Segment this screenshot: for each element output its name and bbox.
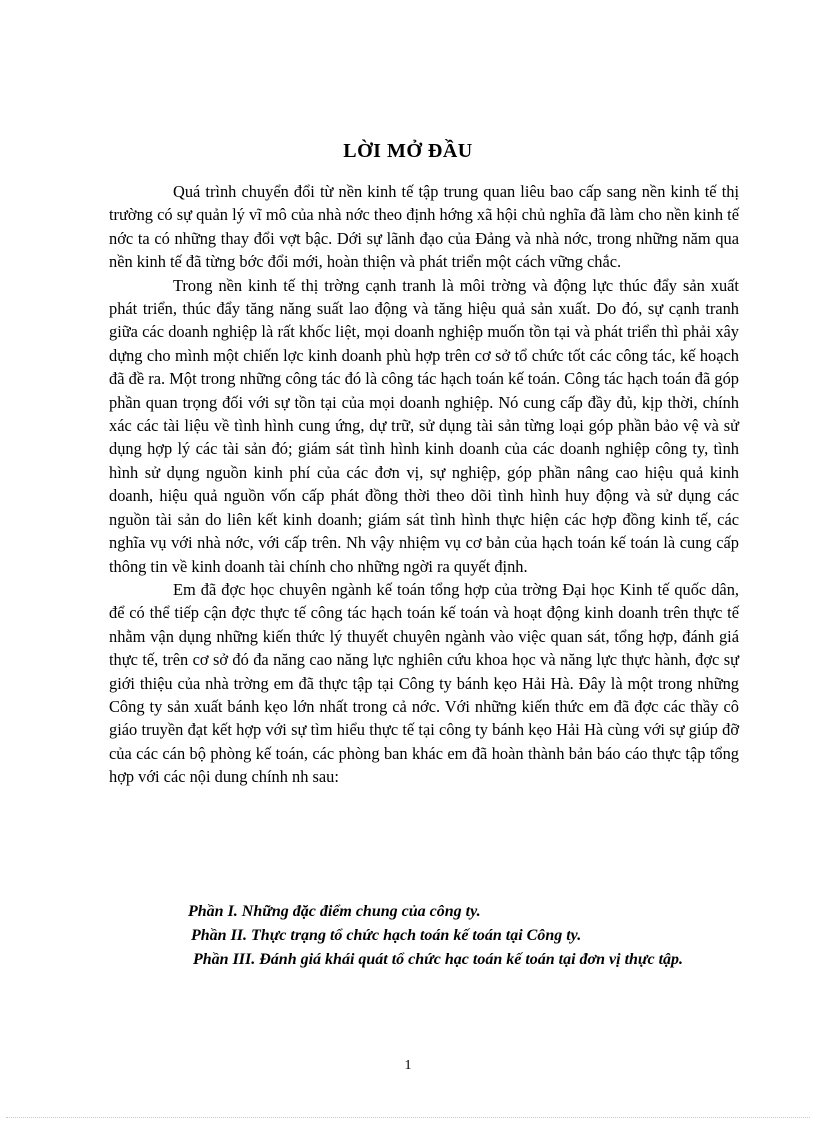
section-list — [188, 900, 788, 972]
footer-divider — [6, 1117, 810, 1118]
section-item-3: Phần III. Đánh giá khái quát tổ chức hạc toán kế toán tại đơn vị thực tập. — [193, 951, 684, 968]
paragraph-market-economy: Trong nền kinh tế thị trờng cạnh tranh là môi trờng và động lực thúc đẩy sản xuất phát triển, thúc đẩy tăng năng suất lao động và tăng hiệu quả sản xuất. Do đó, sự cạnh tranh giữa các doanh nghiệp là rất khốc liệt, mọi doanh nghiệp muốn tồn tại và phát triển thì phải xây dựng cho mình một chiến lợc kinh doanh phù hợp trên cơ sở tổ chức tốt các công tác, kế hoạch đã đề ra. Một trong những công tác đó là công tác hạch toán kế toán. Công tác hạch toán đã góp phần quan trọng đối với sự tồn tại của mọi doanh nghiệp. Nó cung cấp đầy đủ, kịp thời, chính xác các tài liệu về tình hình cung ứng, dự trữ, sử dụng tài sản từng loại góp phần bảo vệ và sử dụng hợp lý các tài sản đó; giám sát tình hình kinh doanh của các doanh nghiệp công ty, tình hình sử dụng nguồn kinh phí của các đơn vị, sự nghiệp, góp phần nâng cao hiệu quả kinh doanh, hiệu quả nguồn vốn cấp phát đồng thời theo dõi tình hình huy động và sử dụng các nguồn tài sản do liên kết kinh doanh; giám sát tình hình thực hiện các hợp đồng kinh tế, các nghĩa vụ với nhà nớc, với cấp trên. Nh vậy nhiệm vụ cơ bản của hạch toán kế toán là cung cấp thông tin về kinh doanh tài chính cho những ngời ra quyết định. — [109, 275, 739, 576]
section-item-2: Phần II. Thực trạng tổ chức hạch toán kế toán tại Công ty. — [191, 927, 582, 944]
page-number: 1 — [404, 1058, 412, 1073]
section-item-1: Phần I. Những đặc điểm chung của công ty. — [188, 903, 481, 920]
page-title: LỜI MỞ ĐẦU — [343, 140, 473, 162]
paragraph-internship: Em đã đợc học chuyên ngành kế toán tổng hợp của trờng Đại học Kinh tế quốc dân, để có thể tiếp cận đợc thực tế công tác hạch toán kế toán và hoạt động kinh doanh trên thực tế nhằm vận dụng những kiến thức lý thuyết chuyên ngành vào việc quan sát, tổng hợp, đánh giá thực tế, trên cơ sở đó đa năng cao năng lực nghiên cứu khoa học và năng lực thực hành, đợc sự giới thiệu của nhà trờng em đã thực tập tại Công ty bánh kẹo Hải Hà. Đây là một trong những Công ty sản xuất bánh kẹo lớn nhất trong cả nớc. Với những kiến thức em đã đợc các thầy cô giáo truyền đạt kết hợp với sự tìm hiểu thực tế tại công ty bánh kẹo Hải Hà cùng với sự giúp đỡ của các cán bộ phòng kế toán, các phòng ban khác em đã hoàn thành bản báo cáo thực tập tổng hợp với các nội dung chính nh sau: — [109, 579, 739, 787]
paragraph-intro: Quá trình chuyển đổi từ nền kinh tế tập trung quan liêu bao cấp sang nền kinh tế thị trường có sự quản lý vĩ mô của nhà nớc theo định hớng xã hội chủ nghĩa đã làm cho nền kinh tế nớc ta có những thay đổi vợt bậc. Dới sự lãnh đạo của Đảng và nhà nớc, trong những năm qua nền kinh tế đã từng bớc đổi mới, hoàn thiện và phát triển một cách vững chắc. — [109, 182, 739, 272]
body-text — [109, 180, 739, 789]
